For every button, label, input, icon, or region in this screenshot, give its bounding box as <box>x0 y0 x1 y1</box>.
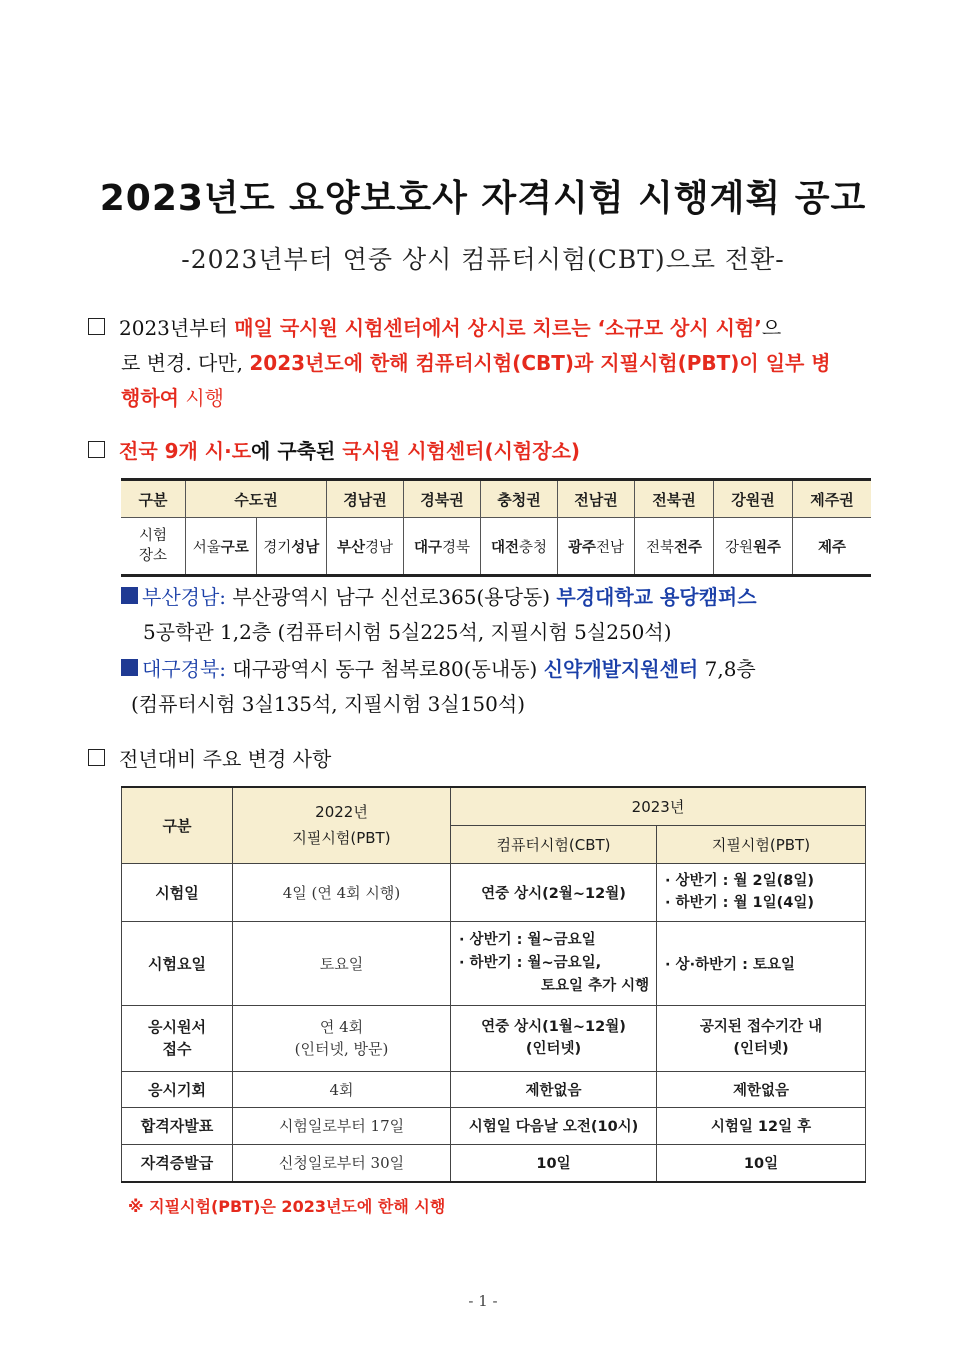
page-number: - 1 - <box>468 1292 498 1310</box>
table-cell <box>327 518 404 576</box>
section-2 <box>88 434 580 469</box>
cell-city: 원주 <box>753 539 782 556</box>
cell-cbt: 연중 상시(2월~12월) <box>451 863 657 921</box>
cell-pbt: 시험일 12일 후 <box>657 1107 866 1144</box>
exam-center-table <box>121 478 871 577</box>
table-cell <box>558 518 635 576</box>
daegu-address: 대구광역시 동구 첨복로80(동내동) <box>226 657 544 681</box>
checkbox-square-icon <box>88 441 105 458</box>
bullet-square-icon <box>121 659 138 676</box>
para2-highlight-c: 국시원 시험센터(시험장소) <box>342 439 581 463</box>
section-1 <box>88 311 888 416</box>
table-header-cell: 제주권 <box>793 480 872 518</box>
cell-region: 전북 <box>645 539 674 556</box>
header-2022-sub: 지필시험(PBT) <box>292 829 391 848</box>
cell-cbt <box>451 1005 657 1071</box>
para1-text-a: 2023년부터 <box>119 316 235 340</box>
cell-cbt: 시험일 다음날 오전(10시) <box>451 1107 657 1144</box>
busan-place: 부경대학교 용당캠퍼스 <box>556 585 757 609</box>
table-header-cell: 경남권 <box>327 480 404 518</box>
table-row <box>122 1005 866 1071</box>
cell-cbt-line: (인터넷) <box>525 1041 582 1057</box>
table-cell <box>481 518 558 576</box>
table-row <box>122 1071 866 1107</box>
cell-region: 전남 <box>596 539 625 556</box>
daegu-info <box>121 652 901 722</box>
table-header-row <box>122 787 866 825</box>
header-pbt: 지필시험(PBT) <box>657 825 866 863</box>
table-header-cell: 강원권 <box>714 480 793 518</box>
page-title: 2023년도 요양보호사 자격시험 시행계획 공고 <box>99 178 867 219</box>
row-label: 시험일 <box>122 863 233 921</box>
cell-2022: 토요일 <box>233 921 451 1005</box>
table-cell <box>714 518 793 576</box>
header-gubun: 구분 <box>122 787 233 863</box>
cell-cbt-line: · 상반기 : 월~금요일 <box>459 931 596 948</box>
table-row <box>122 1144 866 1182</box>
cell-city: 구로 <box>220 539 249 556</box>
cell-pbt-line: · 상반기 : 월 2일(8일) <box>665 873 814 889</box>
header-2023: 2023년 <box>451 787 866 825</box>
row-label: 자격증발급 <box>122 1144 233 1182</box>
bullet-square-icon <box>121 587 138 604</box>
table-header-cell: 전북권 <box>635 480 714 518</box>
cell-pbt <box>657 863 866 921</box>
cell-city: 광주 <box>567 539 596 556</box>
row-label-line: 응시원서 <box>148 1018 206 1036</box>
para2-highlight-a: 전국 9개 시·도 <box>119 439 252 463</box>
cell-city: 성남 <box>291 539 320 556</box>
daegu-place: 신약개발지원센터 <box>543 657 699 681</box>
cell-2022: 시험일로부터 17일 <box>233 1107 451 1144</box>
table-row <box>122 1107 866 1144</box>
daegu-label: 대구경북: <box>142 657 227 681</box>
busan-info <box>121 580 901 650</box>
para1-text-g: 시행 <box>178 386 224 410</box>
daegu-detail: (컴퓨터시험 3실135석, 지필시험 3실150석) <box>131 692 525 716</box>
cell-city: 부산 <box>336 539 365 556</box>
row-label <box>122 1005 233 1071</box>
para1-highlight-e: 2023년도에 한해 컴퓨터시험(CBT)과 지필시험(PBT)이 일부 병 <box>249 351 831 375</box>
checkbox-square-icon <box>88 749 105 766</box>
row-label: 응시기회 <box>122 1071 233 1107</box>
table-cell <box>256 518 327 576</box>
cell-cbt-line: 연중 상시(1월~12월) <box>481 1019 626 1035</box>
cell-cbt <box>451 921 657 1005</box>
cell-region: 경북 <box>442 539 471 556</box>
para1-text-d: 로 변경. 다만, <box>121 351 250 375</box>
table-cell <box>404 518 481 576</box>
cell-region: 강원 <box>724 539 753 556</box>
cell-cbt: 10일 <box>451 1144 657 1182</box>
busan-address: 부산광역시 남구 신선로365(용당동) <box>226 585 557 609</box>
cell-2022-line: (인터넷, 방문) <box>294 1040 389 1058</box>
cell-city: 제주 <box>817 539 846 556</box>
table-cell <box>793 518 872 576</box>
cell-cbt: 제한없음 <box>451 1071 657 1107</box>
cell-2022: 4회 <box>233 1071 451 1107</box>
header-2022-year: 2022년 <box>315 803 368 822</box>
section-3-heading: 전년대비 주요 변경 사항 <box>119 747 332 771</box>
cell-pbt: · 상·하반기 : 토요일 <box>657 921 866 1005</box>
busan-label: 부산경남: <box>142 585 227 609</box>
table-header-cell: 수도권 <box>186 480 327 518</box>
table-row <box>121 518 871 576</box>
table-header-cell: 구분 <box>121 480 186 518</box>
row-label: 시험요일 <box>122 921 233 1005</box>
cell-pbt: 10일 <box>657 1144 866 1182</box>
cell-pbt-line: (인터넷) <box>733 1041 789 1057</box>
checkbox-square-icon <box>88 318 105 335</box>
cell-region: 경남 <box>365 539 394 556</box>
para1-text-c: 으 <box>761 316 782 340</box>
header-2022 <box>233 787 451 863</box>
cell-pbt-line: · 하반기 : 월 1일(4일) <box>665 895 814 911</box>
para2-text-b: 에 구축된 <box>251 439 343 463</box>
cell-region: 충청 <box>519 539 548 556</box>
cell-2022-line: 연 4회 <box>319 1018 364 1036</box>
header-cbt: 컴퓨터시험(CBT) <box>451 825 657 863</box>
table-row <box>122 863 866 921</box>
row-label-line: 접수 <box>162 1040 192 1058</box>
cell-city: 대전 <box>490 539 519 556</box>
busan-detail: 5공학관 1,2층 (컴퓨터시험 5실225석, 지필시험 5실250석) <box>143 620 672 644</box>
page-subtitle: -2023년부터 연중 상시 컴퓨터시험(CBT)으로 전환- <box>181 245 785 274</box>
cell-city: 전주 <box>674 539 703 556</box>
changes-table <box>121 786 866 1183</box>
daegu-floor: 7,8층 <box>698 657 756 681</box>
para1-highlight-b: 매일 국시원 시험센터에서 상시로 치르는 ‘소규모 상시 시험’ <box>234 316 762 340</box>
table-row <box>122 921 866 1005</box>
cell-cbt-line: 토요일 추가 시행 <box>541 977 650 994</box>
row-label: 시험 장소 <box>121 518 186 576</box>
cell-2022 <box>233 1005 451 1071</box>
table-header-cell: 충청권 <box>481 480 558 518</box>
table-header-row <box>121 480 871 518</box>
cell-region: 경기 <box>263 539 292 556</box>
section-3 <box>88 742 331 777</box>
cell-region: 서울 <box>192 539 221 556</box>
cell-2022: 4일 (연 4회 시행) <box>233 863 451 921</box>
row-label: 합격자발표 <box>122 1107 233 1144</box>
table-cell <box>186 518 257 576</box>
cell-cbt-line: · 하반기 : 월~금요일, <box>459 954 602 971</box>
table-header-cell: 경북권 <box>404 480 481 518</box>
cell-pbt <box>657 1005 866 1071</box>
table-header-cell: 전남권 <box>558 480 635 518</box>
table-cell <box>635 518 714 576</box>
para1-highlight-f: 행하여 <box>121 386 179 410</box>
cell-pbt-line: 공지된 접수기간 내 <box>699 1019 823 1035</box>
cell-city: 대구 <box>413 539 442 556</box>
cell-2022: 신청일로부터 30일 <box>233 1144 451 1182</box>
cell-pbt: 제한없음 <box>657 1071 866 1107</box>
footnote: ※ 지필시험(PBT)은 2023년도에 한해 시행 <box>128 1197 446 1216</box>
